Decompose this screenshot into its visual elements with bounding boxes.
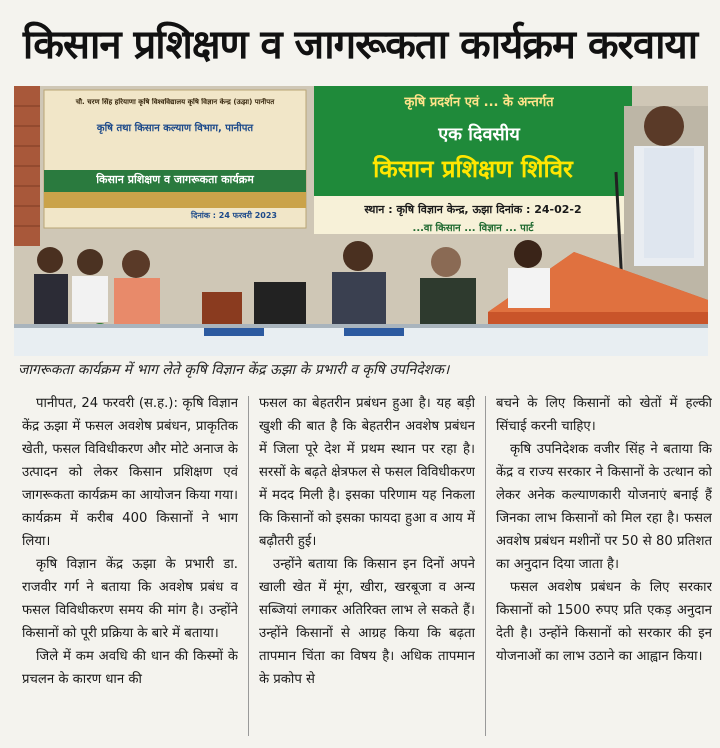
right-banner-line3: किसान प्रशिक्षण शिविर — [373, 155, 573, 183]
right-banner-line5: ...वा किसान ... विज्ञान ... पार्ट — [412, 223, 534, 234]
paragraph: फसल का बेहतरीन प्रबंधन हुआ है। यह बड़ी खुशी की बात है कि बेहतरीन अवशेष प्रबंधन में जिला पूरे देश में प्रथम स्थान पर रहा है। सरसों के बढ़ते क्षेत्रफल से फसल विविधीकरण में मदद मिली है। इसका परिणाम यह निकला कि किसानों को इसका फायदा हुआ व आय में बढ़ौतरी हुई। — [258, 396, 475, 549]
column-divider — [248, 396, 249, 736]
paragraph: कृषि विज्ञान केंद्र ऊझा के प्रभारी डा. राजवीर गर्ग ने बताया कि अवशेष प्रबंध व फसल विविधीकरण समय की मांग है। उन्होंने किसानों को पूरी प्रक्रिया के बारे में बताया। — [22, 557, 239, 641]
headline: किसान प्रशिक्षण व जागरूकता कार्यक्रम करवाया — [22, 21, 698, 68]
right-banner-line4: स्थान : कृषि विज्ञान केन्द्र, ऊझा दिनांक : 24-02-2 — [364, 203, 582, 216]
left-banner-line2: कृषि तथा किसान कल्याण विभाग, पानीपत — [96, 123, 254, 134]
left-banner-line1: चौ. चरण सिंह हरियाणा कृषि विश्वविद्यालय कृषि विज्ञान केन्द्र (ऊझा) पानीपत — [75, 98, 275, 106]
right-banner-line2: एक दिवसीय — [438, 124, 520, 145]
article-body — [22, 392, 712, 744]
photo-caption: जागरूकता कार्यक्रम में भाग लेते कृषि विज्ञान केंद्र ऊझा के प्रभारी व कृषि उपनिदेशक। — [18, 362, 450, 378]
right-banner-line1: कृषि प्रदर्शन एवं ... के अन्तर्गत — [404, 95, 554, 110]
paragraph: कृषि उपनिदेशक वजीर सिंह ने बताया कि केंद्र व राज्य सरकार ने किसानों के उत्थान को लेकर अनेक कल्याणकारी योजनाएं बनाई हैं जिनका लाभ किसानों को मिल रहा है। फसल अवशेष प्रबंधन मशीनों पर 50 से 80 प्रतिशत का अनुदान दिया जाता है। — [495, 442, 712, 572]
news-photo — [14, 86, 708, 356]
paragraph: बचने के लिए किसानों को खेतों में हल्की सिंचाई करनी चाहिए। — [495, 396, 712, 434]
paragraph: जिले में कम अवधि की धान की किस्मों के प्रचलन के कारण धान की — [22, 649, 239, 687]
article-column-1 — [22, 392, 238, 744]
left-banner-line4: दिनांक : 24 फरवरी 2023 — [191, 211, 277, 220]
left-banner-line3: किसान प्रशिक्षण व जागरूकता कार्यक्रम — [96, 173, 254, 186]
article-column-2 — [259, 392, 475, 744]
paragraph: उन्होंने बताया कि किसान इन दिनों अपने खाली खेत में मूंग, खीरा, खरबूजा व अन्य सब्जियां लगाकर अतिरिक्त लाभ ले सकते हैं। उन्होंने किसानों से आग्रह किया कि बढ़ता तापमान चिंता का विषय है। अधिक तापमान के प्रकोप से — [258, 557, 475, 687]
column-divider — [485, 396, 486, 736]
paragraph: फसल अवशेष प्रबंधन के लिए सरकार किसानों को 1500 रुपए प्रति एकड़ अनुदान देती है। उन्होंने किसानों को सरकार की इन योजनाओं का लाभ उठाने का आह्वान किया। — [495, 580, 712, 664]
paragraph: पानीपत, 24 फरवरी (स.ह.): कृषि विज्ञान केंद्र ऊझा में फसल अवशेष प्रबंधन, प्राकृतिक खेती, फसल विविधीकरण और मोटे अनाज के उत्पादन को लेकर किसान प्रशिक्षण एवं जागरूकता कार्यक्रम का आयोजन किया गया। कार्यक्रम में करीब 400 किसानों ने भाग लिया। — [22, 396, 239, 549]
article-column-3 — [496, 392, 712, 744]
